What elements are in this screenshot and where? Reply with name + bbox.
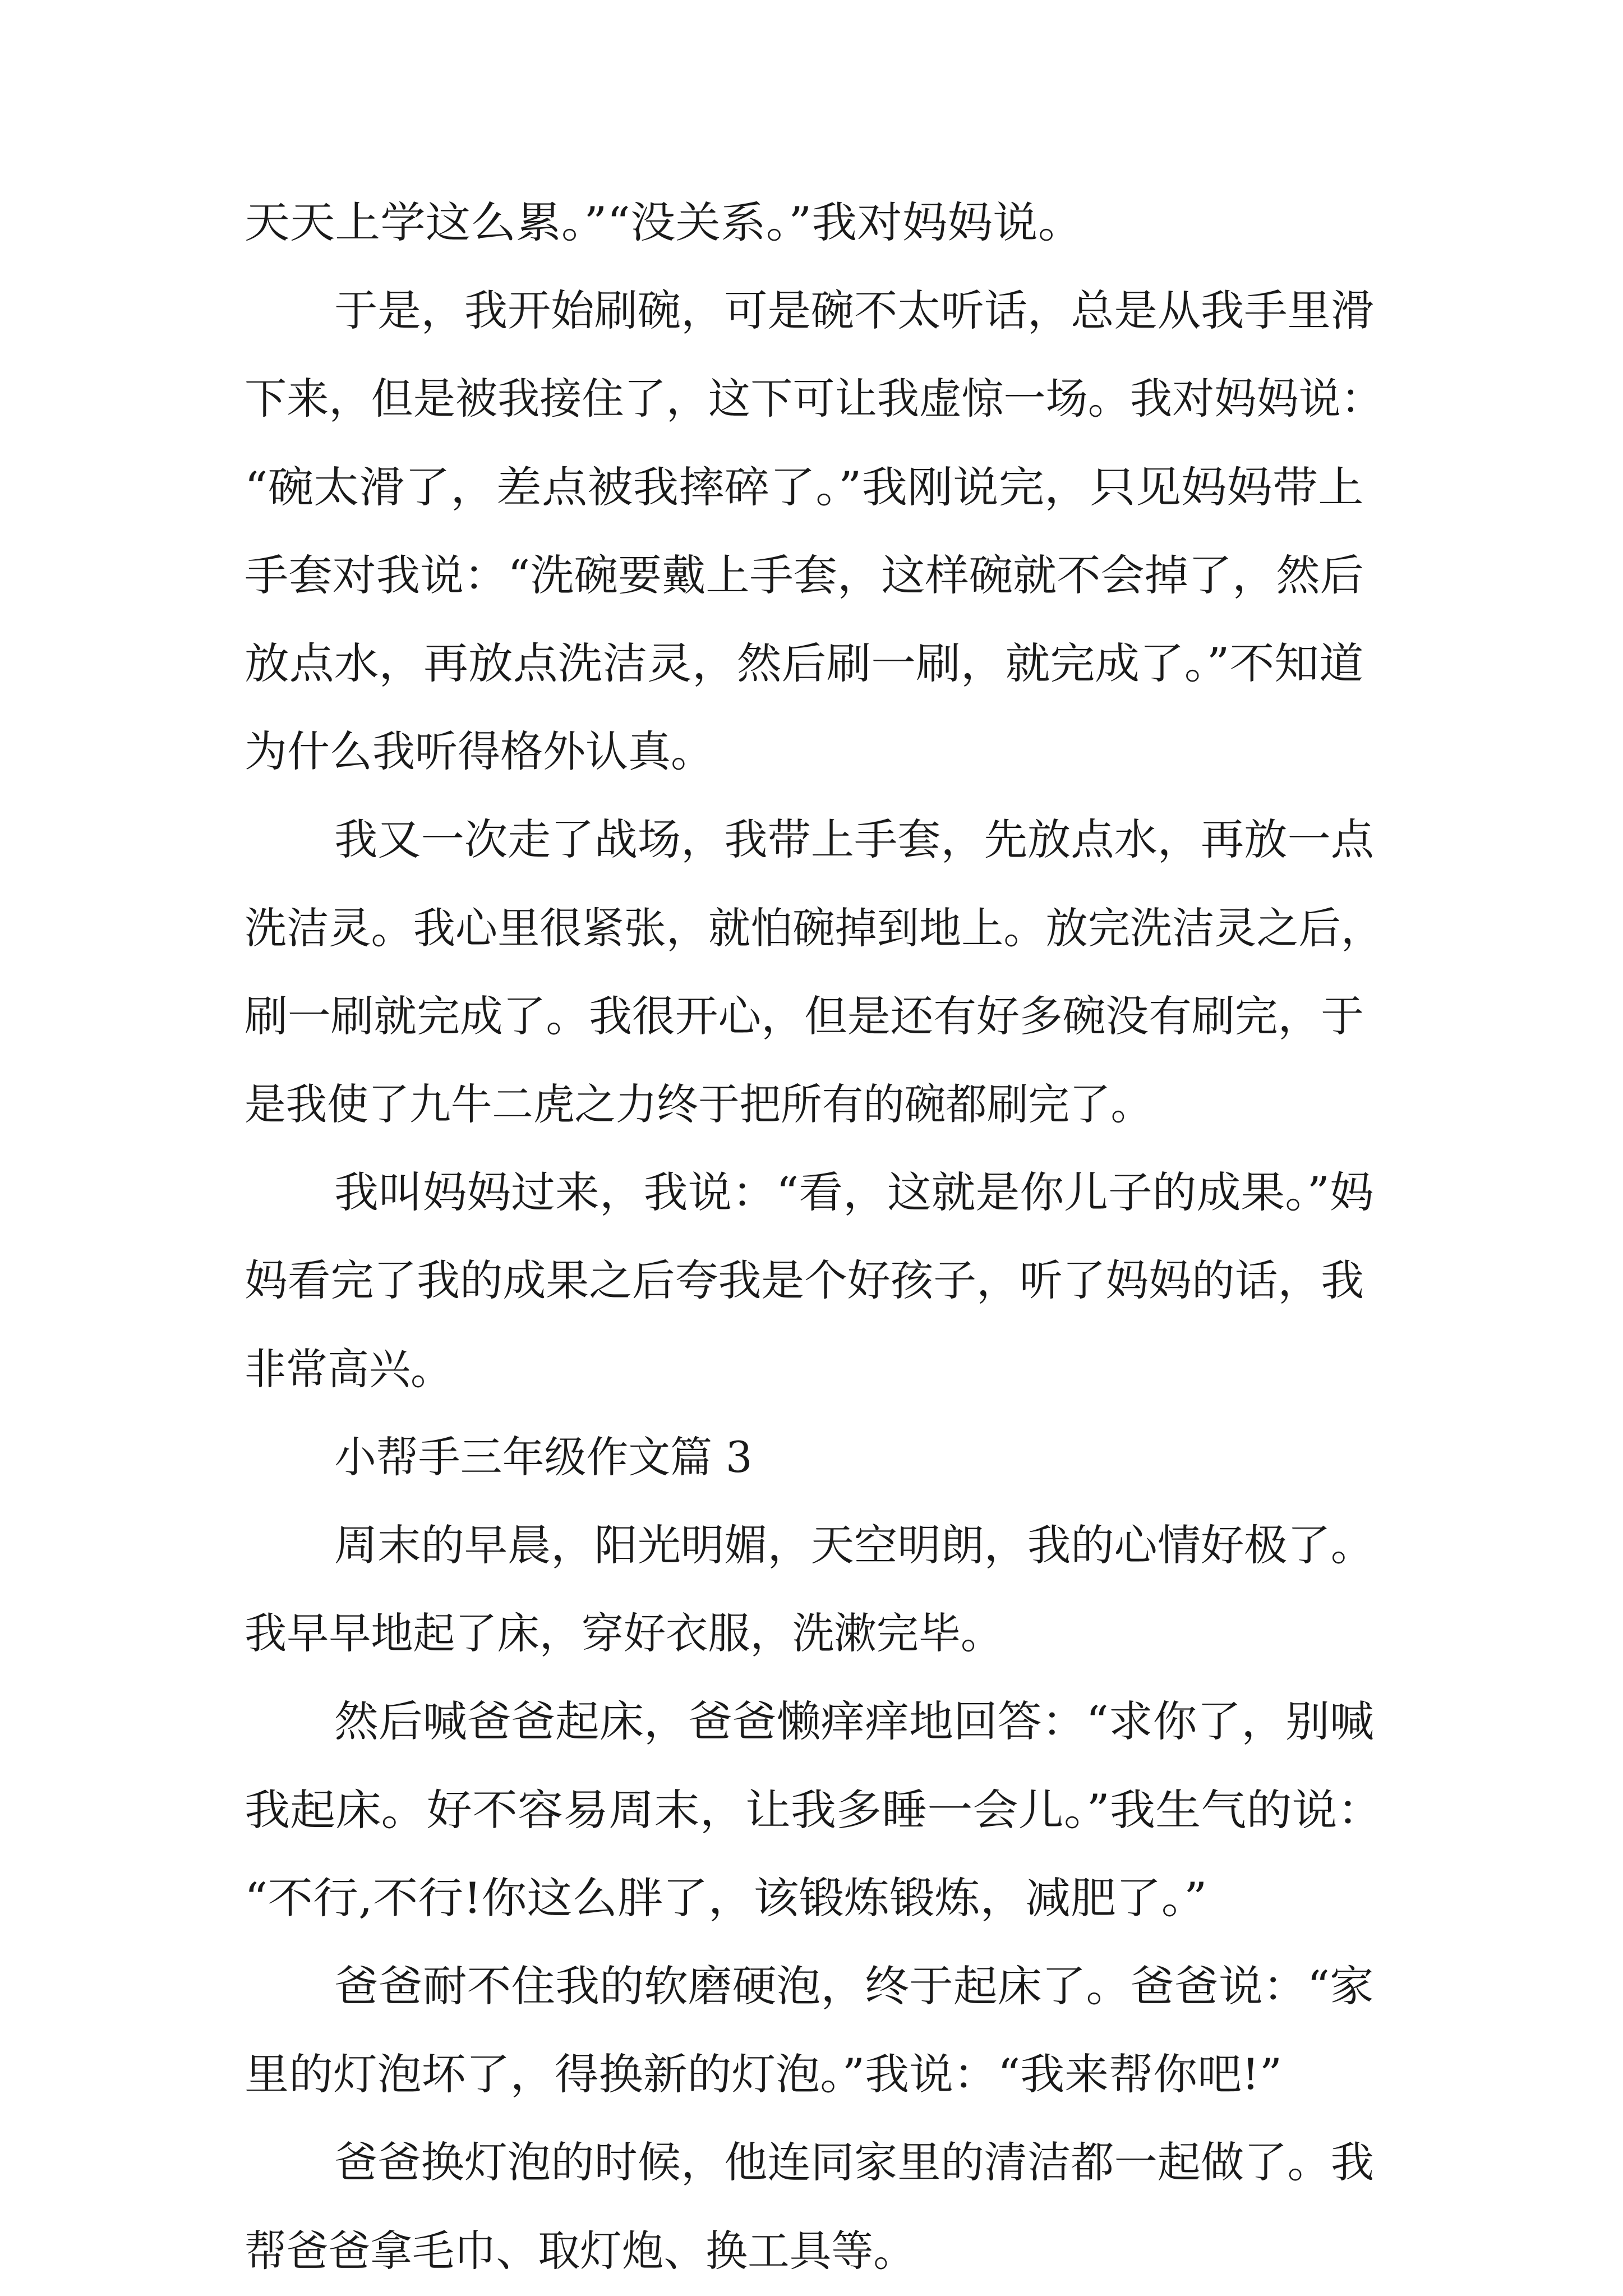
section-heading: 小帮手三年级作文篇 3 [334,1432,753,1482]
text-line: 下来，但是被我接住了，这下可让我虚惊一场。我对妈妈说： [245,374,1383,424]
text-line: 为什么我听得格外认真。 [245,726,713,776]
text-line: 妈看完了我的成果之后夸我是个好孩子，听了妈妈的话，我 [245,1255,1364,1305]
text-line: 于是，我开始刷碗，可是碗不太听话，总是从我手里滑 [334,286,1374,335]
text-line: 我叫妈妈过来，我说：“看，这就是你儿子的成果。”妈 [334,1167,1374,1217]
text-line: 里的灯泡坏了，得换新的灯泡。”我说：“我来帮你吧!” [245,2049,1283,2099]
text-line: 手套对我说：“洗碗要戴上手套，这样碗就不会掉了，然后 [245,550,1364,600]
text-line: 刷一刷就完成了。我很开心，但是还有好多碗没有刷完，于 [245,991,1364,1041]
text-line: 是我使了九牛二虎之力终于把所有的碗都刷完了。 [245,1079,1152,1129]
text-line: 我早早地起了床，穿好衣服，洗漱完毕。 [245,1608,1003,1658]
text-line: 然后喊爸爸起床，爸爸懒痒痒地回答：“求你了，别喊 [334,1696,1374,1746]
text-line: “碗太滑了，差点被我摔碎了。”我刚说完，只见妈妈带上 [245,462,1364,512]
text-line: 爸爸换灯泡的时候，他连同家里的清洁都一起做了。我 [334,2137,1374,2187]
text-line: 放点水，再放点洗洁灵，然后刷一刷，就完成了。”不知道 [245,638,1364,688]
text-line: 周末的早晨，阳光明媚，天空明朗，我的心情好极了。 [334,1520,1374,1570]
text-line: 爸爸耐不住我的软磨硬泡，终于起床了。爸爸说：“家 [334,1961,1374,2011]
text-line: 天天上学这么累。”“没关系。”我对妈妈说。 [245,197,1083,247]
text-line: 洗洁灵。我心里很紧张，就怕碗掉到地上。放完洗洁灵之后， [245,903,1383,953]
text-line: 我起床。好不容易周末，让我多睡一会儿。”我生气的说： [245,1785,1383,1835]
text-line: 我又一次走了战场，我带上手套，先放点水，再放一点 [334,815,1374,864]
text-line: 非常高兴。 [245,1344,452,1394]
text-line: “不行,不行!你这么胖了，该锻炼锻炼，减肥了。” [245,1873,1207,1923]
text-line: 帮爸爸拿毛巾、取灯炮、换工具等。 [245,2226,915,2276]
